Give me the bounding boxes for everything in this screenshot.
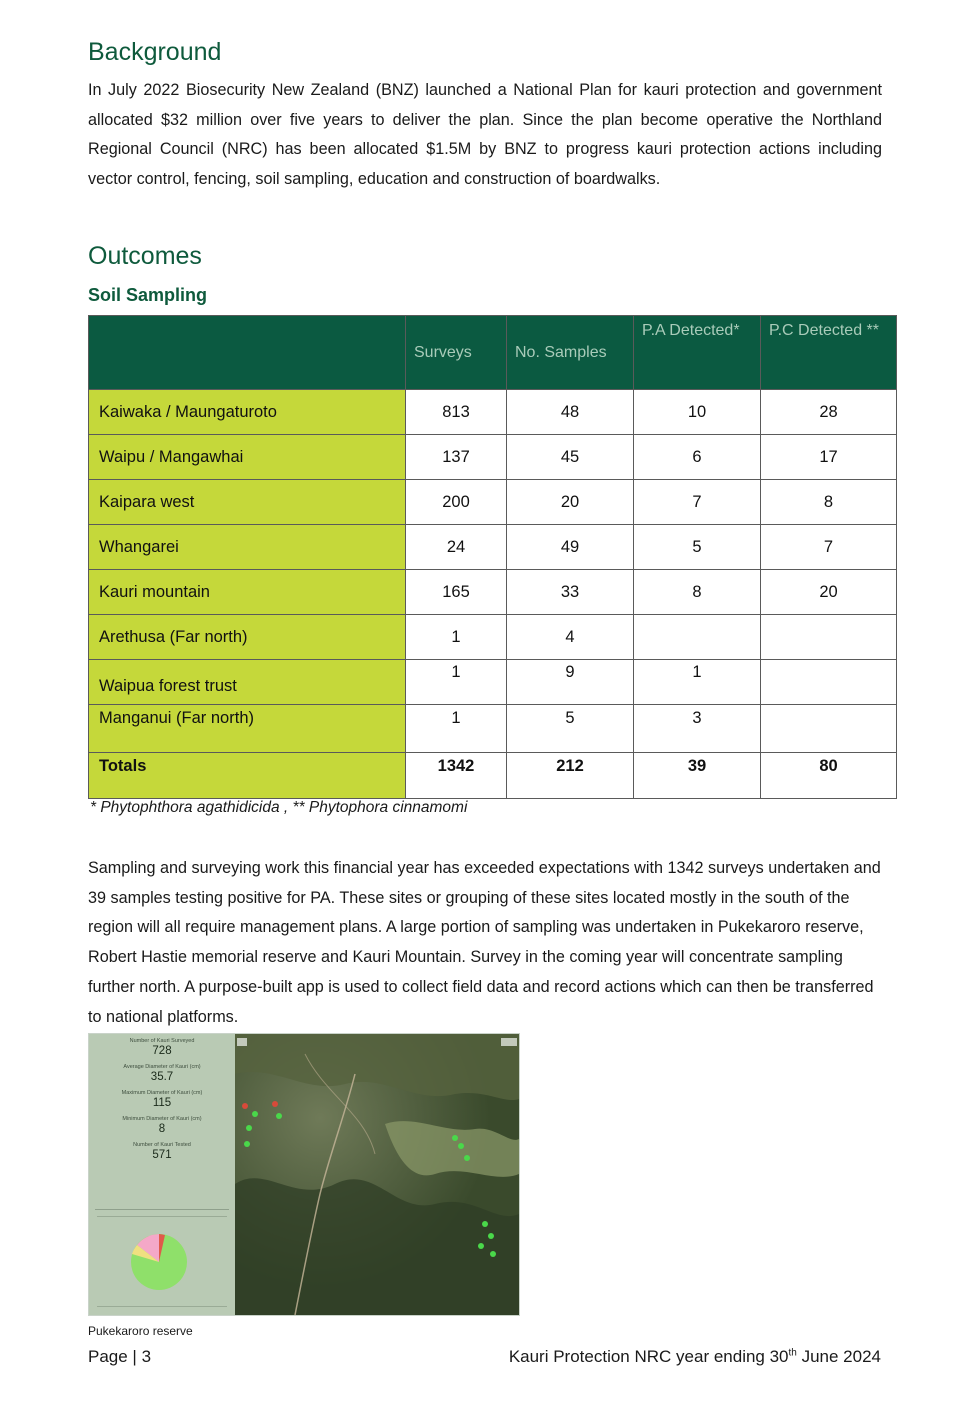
row-location: Kaipara west: [89, 480, 406, 525]
totals-surveys: 1342: [406, 753, 507, 799]
footer-title: Kauri Protection NRC year ending 30th June 2024: [508, 1347, 881, 1366]
table-row: [89, 480, 897, 525]
totals-pc: 80: [761, 753, 897, 799]
header-pa-detected: P.A Detected*: [634, 316, 761, 390]
row-pa: [634, 615, 761, 660]
page-number: Page | 3: [88, 1347, 152, 1366]
row-surveys: 813: [406, 390, 507, 435]
dashboard-stats-panel: [89, 1034, 235, 1315]
row-surveys: 165: [406, 570, 507, 615]
soil-sampling-table: [88, 315, 897, 799]
row-pa: 7: [634, 480, 761, 525]
stat-value: 8: [158, 1123, 166, 1135]
row-location: Kaiwaka / Maungaturoto: [89, 390, 406, 435]
row-surveys: 137: [406, 435, 507, 480]
row-samples: 45: [507, 435, 634, 480]
row-samples: 48: [507, 390, 634, 435]
table-totals-row: [89, 753, 897, 799]
totals-pa: 39: [634, 753, 761, 799]
image-caption: Pukekaroro reserve: [88, 1324, 193, 1338]
row-pc: [761, 615, 897, 660]
table-row: [89, 705, 897, 753]
row-surveys: 24: [406, 525, 507, 570]
row-samples: 49: [507, 525, 634, 570]
table-row: [89, 570, 897, 615]
stat-label: Minimum Diameter of Kauri (cm): [122, 1116, 202, 1122]
stat-value: 35.7: [150, 1071, 174, 1083]
stat-value: 571: [152, 1149, 172, 1161]
stat-label: Average Diameter of Kauri (cm): [123, 1064, 201, 1070]
row-location: Kauri mountain: [89, 570, 406, 615]
stat-value: 115: [152, 1097, 172, 1109]
satellite-map: [235, 1034, 519, 1315]
row-surveys: 200: [406, 480, 507, 525]
row-samples: 20: [507, 480, 634, 525]
row-pc: 28: [761, 390, 897, 435]
row-samples: 5: [507, 705, 634, 753]
row-pc: 7: [761, 525, 897, 570]
table-row: [89, 615, 897, 660]
row-pc: 20: [761, 570, 897, 615]
row-pc: 8: [761, 480, 897, 525]
row-location: Whangarei: [89, 525, 406, 570]
row-surveys: 1: [406, 615, 507, 660]
row-location: Waipu / Mangawhai: [89, 435, 406, 480]
totals-samples: 212: [507, 753, 634, 799]
row-location: Manganui (Far north): [89, 705, 406, 753]
row-pc: [761, 660, 897, 705]
summary-paragraph: Sampling and surveying work this financial year has exceeded expectations with 1342 surveys undertaken and 39 samples testing positive for PA. These sites or grouping of these sites located mostly in the south of the region will all require management plans. A large portion of sampling was undertaken in Pukekaroro reserve, Robert Hastie memorial reserve and Kauri Mountain. Survey in the coming year will concentrate sampling further north. A purpose-built app is used to collect field data and record actions which can then be transferred to national platforms.: [88, 859, 881, 1026]
row-pa: 10: [634, 390, 761, 435]
row-samples: 4: [507, 615, 634, 660]
pie-chart: [89, 1194, 235, 1314]
row-pa: 8: [634, 570, 761, 615]
table-footnote: * Phytophthora agathidicida , ** Phytophora cinnamomi: [90, 799, 468, 816]
row-pa: 5: [634, 525, 761, 570]
stat-value: 728: [152, 1045, 172, 1057]
soil-sampling-heading: Soil Sampling: [88, 285, 208, 305]
row-samples: 9: [507, 660, 634, 705]
row-location: Arethusa (Far north): [89, 615, 406, 660]
row-surveys: 1: [406, 705, 507, 753]
table-row: [89, 435, 897, 480]
row-pa: 6: [634, 435, 761, 480]
row-pa: 1: [634, 660, 761, 705]
table-row: [89, 390, 897, 435]
totals-label: Totals: [89, 753, 406, 799]
row-samples: 33: [507, 570, 634, 615]
row-surveys: 1: [406, 660, 507, 705]
dashboard-screenshot: [88, 1033, 520, 1316]
background-paragraph: In July 2022 Biosecurity New Zealand (BNZ) launched a National Plan for kauri protection and government allocated $32 million over five years to deliver the plan. Since the plan become operative the Northland Regional Council (NRC) has been allocated $1.5M by BNZ to progress kauri protection actions including vector control, fencing, soil sampling, education and construction of boardwalks.: [88, 81, 882, 189]
header-pc-detected: P.C Detected **: [761, 316, 897, 390]
stat-label: Number of Kauri Surveyed: [129, 1038, 195, 1044]
row-pc: 17: [761, 435, 897, 480]
table-header-row: [89, 316, 897, 390]
table-row: [89, 660, 897, 705]
header-location: [89, 316, 406, 390]
table-row: [89, 525, 897, 570]
row-location: Waipua forest trust: [89, 660, 406, 705]
header-samples: No. Samples: [507, 316, 634, 390]
outcomes-heading: Outcomes: [88, 242, 202, 270]
header-surveys: Surveys: [406, 316, 507, 390]
background-heading: Background: [88, 38, 222, 66]
stat-label: Number of Kauri Tested: [133, 1142, 191, 1148]
row-pa: 3: [634, 705, 761, 753]
row-pc: [761, 705, 897, 753]
stat-label: Maximum Diameter of Kauri (cm): [121, 1090, 203, 1096]
